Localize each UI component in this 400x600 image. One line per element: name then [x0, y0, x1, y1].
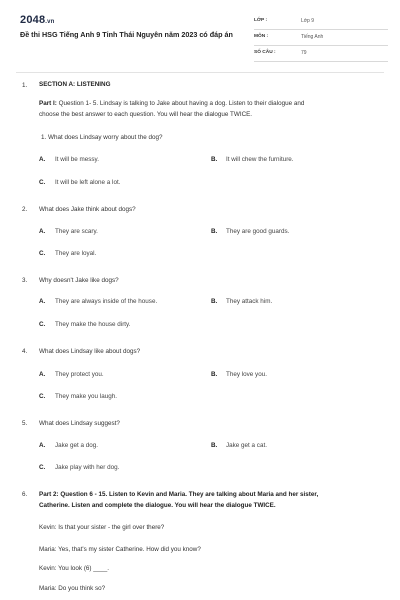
option-letter[interactable]: B. [211, 298, 218, 305]
meta-value: Tiếng Anh [301, 34, 324, 40]
option-letter[interactable]: C. [39, 393, 46, 400]
question-number: 4. [22, 348, 28, 355]
meta-label: LỚP : [254, 18, 268, 23]
option-text[interactable]: They make the house dirty. [55, 321, 131, 328]
part-label: Part I: [39, 100, 57, 107]
dialogue-line: Kevin: You look (6) ____. [39, 565, 110, 572]
question-number: 1. [22, 82, 28, 89]
meta-label: MÔN : [254, 34, 269, 39]
option-letter[interactable]: C. [39, 250, 46, 257]
logo-main-text: 2048 [20, 14, 46, 26]
option-letter[interactable]: A. [39, 228, 46, 235]
meta-label: SỐ CÂU : [254, 50, 276, 55]
part-instruction-line2: choose the best answer to each question. You will hear the dialogue TWICE. [39, 111, 253, 118]
option-letter[interactable]: B. [211, 371, 218, 378]
option-text[interactable]: Jake get a cat. [226, 442, 267, 449]
option-text[interactable]: They are good guards. [226, 228, 290, 235]
option-letter[interactable]: C. [39, 179, 46, 186]
meta-value: Lớp 9 [301, 18, 315, 24]
question-text: What does Lindsay like about dogs? [39, 348, 141, 355]
option-letter[interactable]: B. [211, 156, 218, 163]
option-text[interactable]: They are loyal. [55, 250, 97, 257]
option-text[interactable]: They make you laugh. [55, 393, 117, 400]
option-text[interactable]: It will be left alone a lot. [55, 179, 121, 186]
option-letter[interactable]: A. [39, 442, 46, 449]
part-instruction-line1: Part 2: Question 6 - 15. Listen to Kevin and Maria. They are talking about Maria and her sister, [39, 491, 319, 498]
question-number: 5. [22, 420, 28, 427]
dialogue-line: Maria: Do you think so? [39, 585, 106, 592]
section-title: SECTION A: LISTENING [39, 81, 111, 88]
option-letter[interactable]: A. [39, 156, 46, 163]
question-text: What does Lindsay suggest? [39, 420, 120, 427]
question-text: What does Jake think about dogs? [39, 206, 136, 213]
option-text[interactable]: They protect you. [55, 371, 104, 378]
option-letter[interactable]: A. [39, 371, 46, 378]
option-text[interactable]: They love you. [226, 371, 267, 378]
part-instruction-line2: Catherine. Listen and complete the dialogue. You will hear the dialogue TWICE. [39, 502, 276, 509]
option-text[interactable]: It will chew the furniture. [226, 156, 294, 163]
option-letter[interactable]: C. [39, 321, 46, 328]
part-instruction-line1: Question 1- 5. Lindsay is talking to Jake about having a dog. Listen to their dialogue and [56, 100, 305, 107]
meta-value: 79 [301, 50, 307, 56]
option-text[interactable]: They are always inside of the house. [55, 298, 158, 305]
dialogue-line: Kevin: Is that your sister - the girl over there? [39, 524, 165, 531]
option-text[interactable]: It will be messy. [55, 156, 99, 163]
option-text[interactable]: Jake get a dog. [55, 442, 99, 449]
document-title: Đề thi HSG Tiếng Anh 9 Tỉnh Thái Nguyên năm 2023 có đáp án [20, 30, 233, 39]
question-number: 3. [22, 277, 28, 284]
option-text[interactable]: They attack him. [226, 298, 273, 305]
question-number: 2. [22, 206, 28, 213]
question-text: 1. What does Lindsay worry about the dog? [41, 134, 163, 141]
option-letter[interactable]: B. [211, 442, 218, 449]
dialogue-line: Maria: Yes, that's my sister Catherine. How did you know? [39, 546, 201, 553]
option-letter[interactable]: B. [211, 228, 218, 235]
logo-tld-text: .vn [45, 19, 55, 25]
question-text: Why doesn't Jake like dogs? [39, 277, 119, 284]
question-number: 6. [22, 491, 28, 498]
option-letter[interactable]: A. [39, 298, 46, 305]
option-letter[interactable]: C. [39, 464, 46, 471]
option-text[interactable]: Jake play with her dog. [55, 464, 120, 471]
option-text[interactable]: They are scary. [55, 228, 98, 235]
part-instruction [39, 99, 304, 108]
